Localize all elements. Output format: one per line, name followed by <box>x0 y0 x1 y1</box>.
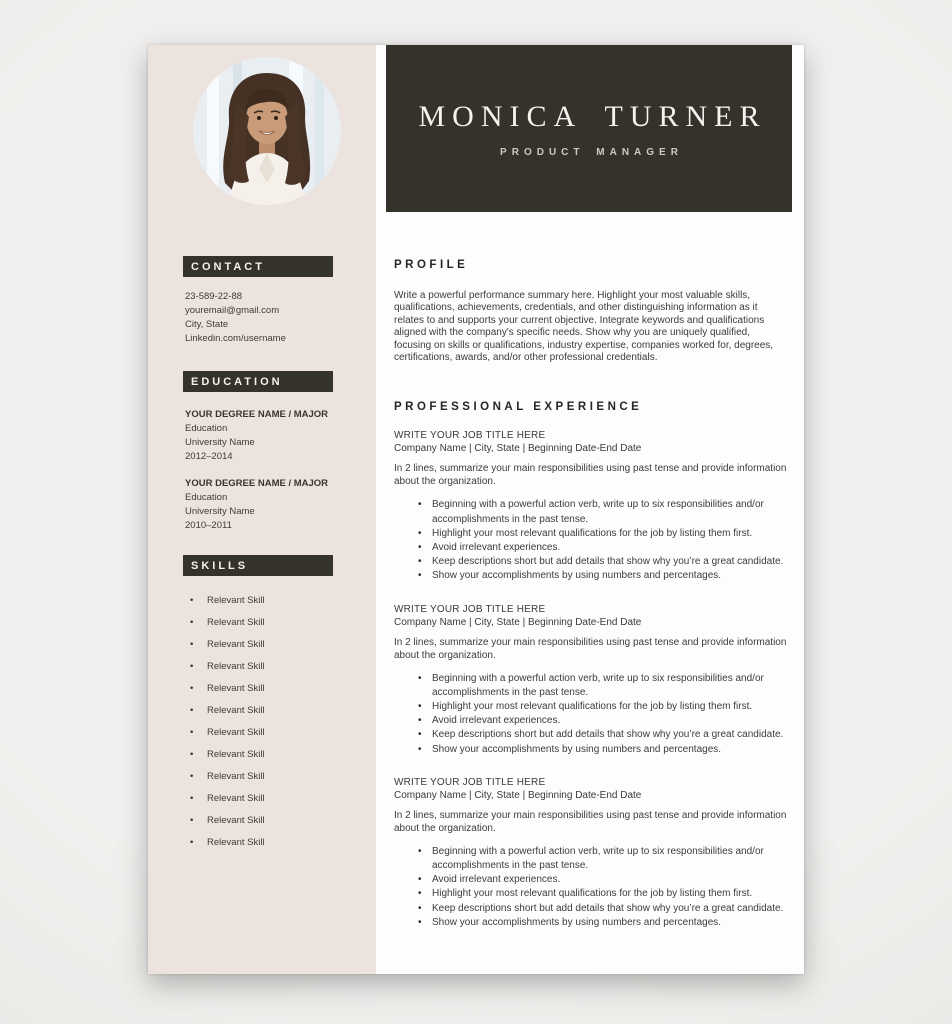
skill-item: • Relevant Skill <box>183 770 376 784</box>
job-title: WRITE YOUR JOB TITLE HERE <box>394 776 546 788</box>
experience-bullet: • Avoid irrelevant experiences. <box>394 714 790 728</box>
profile-summary-text: Write a powerful performance summary here. Highlight your most valuable skills, qualifications, achievements, credentials, and other distinguishing information as it relates to and supports your current objective. Integrate keywords and qualifications aligned with the company's specific needs. Show why you are uniquely qualified, focusing on skills or qualifications, industry expertise, companies worked for, degrees, certifications, awards, and/or other professional credentials. <box>394 290 774 364</box>
education-field: Education <box>185 423 228 434</box>
job-bullet-list <box>394 498 790 583</box>
job-summary: In 2 lines, summarize your main responsibilities using past tense and provide information about the organization. <box>394 636 787 661</box>
experience-bullet: • Beginning with a powerful action verb, write up to six responsibilities and/or accomplishments in the past tense. <box>394 845 790 873</box>
experience-entry <box>394 430 790 583</box>
skills-heading-label: SKILLS <box>191 559 249 572</box>
job-meta: Company Name | City, State | Beginning Date-End Date <box>394 616 642 628</box>
skill-item: • Relevant Skill <box>183 616 376 630</box>
skill-item: • Relevant Skill <box>183 792 376 806</box>
experience-bullet: • Keep descriptions short but add details that show why you’re a great candidate. <box>394 728 790 742</box>
education-heading-label: EDUCATION <box>191 375 283 388</box>
main-content <box>376 212 804 930</box>
job-title: WRITE YOUR JOB TITLE HERE <box>394 603 546 615</box>
profile-photo <box>193 57 341 205</box>
education-degree: YOUR DEGREE NAME / MAJOR <box>185 409 329 420</box>
skill-item: • Relevant Skill <box>183 638 376 652</box>
experience-bullet: • Avoid irrelevant experiences. <box>394 873 790 887</box>
profile-section-heading: PROFILE <box>394 259 469 271</box>
contact-section-heading <box>183 256 333 277</box>
profile-photo-illustration <box>193 57 341 205</box>
education-years: 2012–2014 <box>185 451 233 462</box>
skill-item: • Relevant Skill <box>183 660 376 674</box>
job-meta: Company Name | City, State | Beginning Date-End Date <box>394 443 642 455</box>
contact-linkedin: Linkedin.com/username <box>185 333 286 344</box>
contact-location: City, State <box>185 319 229 330</box>
person-job-title: PRODUCT MANAGER <box>500 146 683 158</box>
contact-heading-label: CONTACT <box>191 260 265 273</box>
experience-bullet: • Highlight your most relevant qualifications for the job by listing them first. <box>394 527 790 541</box>
contact-email: youremail@gmail.com <box>185 305 280 316</box>
skill-item: • Relevant Skill <box>183 836 376 850</box>
skill-item: • Relevant Skill <box>183 814 376 828</box>
experience-bullet: • Show your accomplishments by using numbers and percentages. <box>394 916 790 930</box>
experience-bullet: • Beginning with a powerful action verb, write up to six responsibilities and/or accomplishments in the past tense. <box>394 498 790 526</box>
contact-details <box>185 290 346 346</box>
name-banner <box>386 45 792 212</box>
skill-item: • Relevant Skill <box>183 726 376 740</box>
person-name: MONICA TURNER <box>418 99 767 133</box>
contact-phone: 23-589-22-88 <box>185 291 243 302</box>
job-title: WRITE YOUR JOB TITLE HERE <box>394 430 546 442</box>
job-bullet-list <box>394 672 790 757</box>
skill-item: • Relevant Skill <box>183 682 376 696</box>
education-entry <box>185 408 350 464</box>
main-column <box>376 45 804 974</box>
education-school: University Name <box>185 506 255 517</box>
experience-entry <box>394 604 790 757</box>
sidebar <box>148 45 376 974</box>
education-section-heading <box>183 371 333 392</box>
experience-bullet: • Avoid irrelevant experiences. <box>394 541 790 555</box>
education-entry <box>185 477 350 533</box>
job-summary: In 2 lines, summarize your main responsibilities using past tense and provide information about the organization. <box>394 463 787 488</box>
skills-section-heading <box>183 555 333 576</box>
experience-bullet: • Show your accomplishments by using numbers and percentages. <box>394 569 790 583</box>
education-degree: YOUR DEGREE NAME / MAJOR <box>185 478 329 489</box>
experience-bullet: • Highlight your most relevant qualifications for the job by listing them first. <box>394 887 790 901</box>
experience-section-heading: PROFESSIONAL EXPERIENCE <box>394 401 643 414</box>
skill-item: • Relevant Skill <box>183 748 376 762</box>
skills-list <box>183 594 376 850</box>
resume-page <box>148 45 804 974</box>
experience-bullet: • Highlight your most relevant qualifications for the job by listing them first. <box>394 700 790 714</box>
experience-entry <box>394 777 790 930</box>
skill-item: • Relevant Skill <box>183 704 376 718</box>
experience-bullet: • Show your accomplishments by using numbers and percentages. <box>394 743 790 757</box>
experience-bullet: • Keep descriptions short but add details that show why you’re a great candidate. <box>394 555 790 569</box>
job-summary: In 2 lines, summarize your main responsibilities using past tense and provide information about the organization. <box>394 809 787 834</box>
education-years: 2010–2011 <box>185 520 232 531</box>
education-field: Education <box>185 492 228 503</box>
education-school: University Name <box>185 437 255 448</box>
job-meta: Company Name | City, State | Beginning Date-End Date <box>394 789 642 801</box>
skill-item: • Relevant Skill <box>183 594 376 608</box>
experience-bullet: • Beginning with a powerful action verb, write up to six responsibilities and/or accomplishments in the past tense. <box>394 672 790 700</box>
experience-bullet: • Keep descriptions short but add details that show why you’re a great candidate. <box>394 902 790 916</box>
job-bullet-list <box>394 845 790 930</box>
